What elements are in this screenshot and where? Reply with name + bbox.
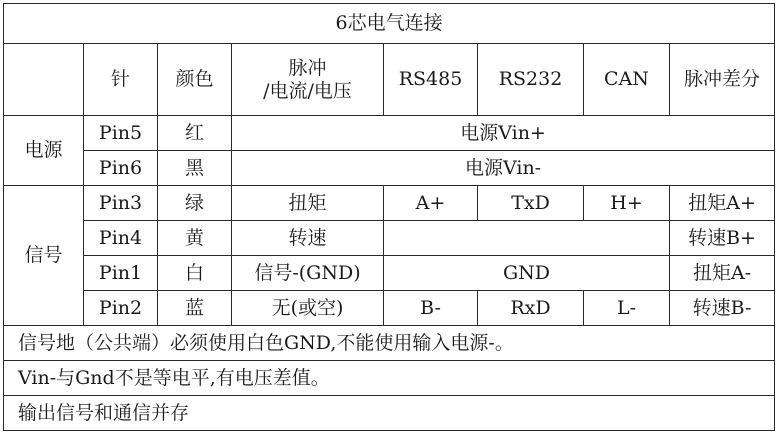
header-rs232: RS232 <box>478 44 584 116</box>
row-rs232: RxD <box>478 291 584 326</box>
row-bus-merged: GND <box>384 256 670 291</box>
header-pulse-line1: 脉冲 <box>288 56 327 79</box>
header-pulse-diff: 脉冲差分 <box>670 44 775 116</box>
row-pin: Pin4 <box>84 221 158 256</box>
header-can: CAN <box>584 44 670 116</box>
row-pulse: 无(或空) <box>232 291 384 326</box>
row-color: 白 <box>158 256 232 291</box>
row-rs485: B- <box>384 291 478 326</box>
row-color: 红 <box>158 116 232 151</box>
header-empty <box>4 44 84 116</box>
row-pin: Pin5 <box>84 116 158 151</box>
row-color: 黄 <box>158 221 232 256</box>
row-diff: 扭矩A- <box>670 256 775 291</box>
note-row: 输出信号和通信并存 <box>4 396 775 431</box>
row-diff: 扭矩A+ <box>670 186 775 221</box>
header-pulse-line2: /电流/电压 <box>263 79 352 102</box>
header-rs485: RS485 <box>384 44 478 116</box>
row-can: H+ <box>584 186 670 221</box>
row-bus-empty <box>384 221 670 256</box>
row-merged: 电源Vin+ <box>232 116 775 151</box>
row-pulse: 扭矩 <box>232 186 384 221</box>
row-diff: 转速B- <box>670 291 775 326</box>
row-can: L- <box>584 291 670 326</box>
table-title: 6芯电气连接 <box>4 4 775 44</box>
header-pulse <box>232 44 384 116</box>
row-rs485: A+ <box>384 186 478 221</box>
row-rs232: TxD <box>478 186 584 221</box>
note-row: Vin-与Gnd不是等电平,有电压差值。 <box>4 361 775 396</box>
row-pin: Pin1 <box>84 256 158 291</box>
header-color: 颜色 <box>158 44 232 116</box>
row-color: 绿 <box>158 186 232 221</box>
wiring-table <box>3 3 775 431</box>
header-pin: 针 <box>84 44 158 116</box>
row-color: 蓝 <box>158 291 232 326</box>
row-pulse: 信号-(GND) <box>232 256 384 291</box>
row-merged: 电源Vin- <box>232 151 775 186</box>
group-signal: 信号 <box>4 186 84 326</box>
row-pin: Pin6 <box>84 151 158 186</box>
group-power: 电源 <box>4 116 84 186</box>
row-pin: Pin3 <box>84 186 158 221</box>
row-diff: 转速B+ <box>670 221 775 256</box>
note-row: 信号地（公共端）必须使用白色GND,不能使用输入电源-。 <box>4 326 775 361</box>
row-pin: Pin2 <box>84 291 158 326</box>
row-pulse: 转速 <box>232 221 384 256</box>
row-color: 黑 <box>158 151 232 186</box>
